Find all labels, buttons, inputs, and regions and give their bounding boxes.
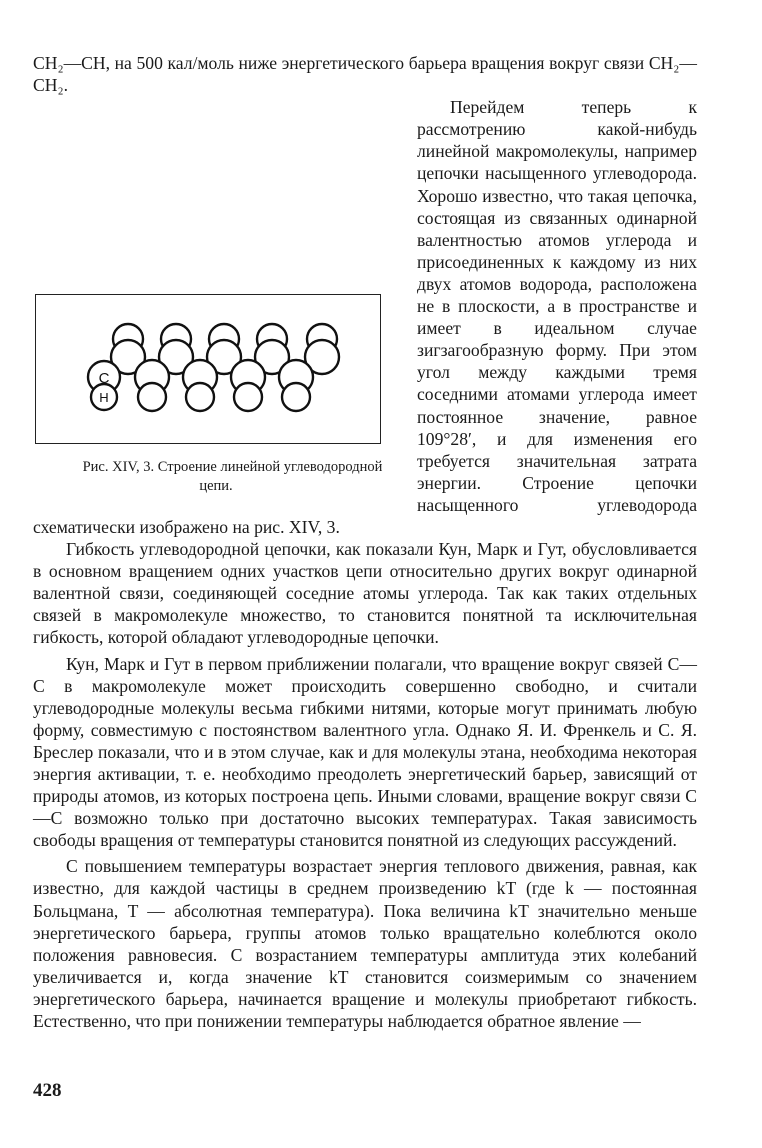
paragraph-4: Кун, Марк и Гут в первом приближении полагали, что вращение вокруг связей С—С в макромолекуле может происходить совершенно свободно, и считали углеводородные молекулы весьма гибкими нитями, которые могут принимать любую форму, совместимую с постоянством валентного угла. Однако Я. И. Френкель и С. Я. Бреслер показали, что и в этом случае, как и для молекулы этана, необходима некоторая энергия активации, т. е. необходимо преодолеть энергетический барьер, зависящий от природы атомов, из которых построена цепь. Иными словами, вращение вокруг связи С—С возможно только при достаточно высоких температурах. Такая зависимость свободы вращения от температуры становится понятной из следующих рассуждений. [33,653,697,851]
figure-xiv-3 [33,294,405,496]
paragraph-2-text: Перейдем теперь к рассмотрению какой-нибудь линейной макромолекулы, например цепочки насыщенного углеводорода. Хорошо известно, что такая цепочка, состоящая из связанных одинарной валентностью атомов углерода и присоединенных к каждому из них двух атомов водорода, расположена не в плоскости, а в пространстве и имеет в идеальном случае зигзагообразную форму. При этом угол между каждыми тремя соседними атомами углерода имеет постоянное значение, равное 109°28′, и для изменения его требуется значительная затрата энергии. Строение цепочки насыщенного углеводорода схематически изображено на рис. XIV, 3. [33,97,697,537]
paragraph-3: Гибкость углеводородной цепочки, как показали Кун, Марк и Гут, обусловливается в основном вращением одних участков цепи относительно других вокруг одинарной валентной связи, соединяющей соседние атомы углерода. Так как таких отдельных связей в макромолекуле множество, то становится понятной та исключительная гибкость, которой обладают углеводородные цепочки. [33,539,697,648]
hydrogen-atom [138,383,166,411]
figure-frame [35,294,381,444]
carbon-label: C [98,370,110,388]
hydrogen-atom [282,383,310,411]
paragraph-2 [33,96,697,538]
hydrocarbon-chain-diagram [36,295,382,443]
page-number: 428 [33,1080,62,1101]
hydrogen-label: H [99,390,109,406]
page-body [33,52,697,1032]
paragraph-1: CH₂—CH, на 500 кал/моль ниже энергетического барьера вращения вокруг связи CH₂—CH₂. [33,53,697,96]
paragraph-5: С повышением температуры возрастает энергия теплового движения, равная, как известно, для каждой частицы в среднем произведению kT (где k — постоянная Больцмана, T — абсолютная температура). Пока величина kT значительно меньше энергетического барьера, группы атомов только вращательно колеблются около положения равновесия. С возрастанием температуры амплитуда этих колебаний увеличивается и, когда значение kT становится соизмеримым со значением энергетического барьера, начинается вращение и молекулы приобретают гибкость. Естественно, что при понижении температуры наблюдается обратное явление — [33,856,697,1032]
hydrogen-atom [186,383,214,411]
figure-caption: Рис. XIV, 3. Строение линейной углеводородной цепи. [82,459,383,495]
hydrogen-atom [234,383,262,411]
